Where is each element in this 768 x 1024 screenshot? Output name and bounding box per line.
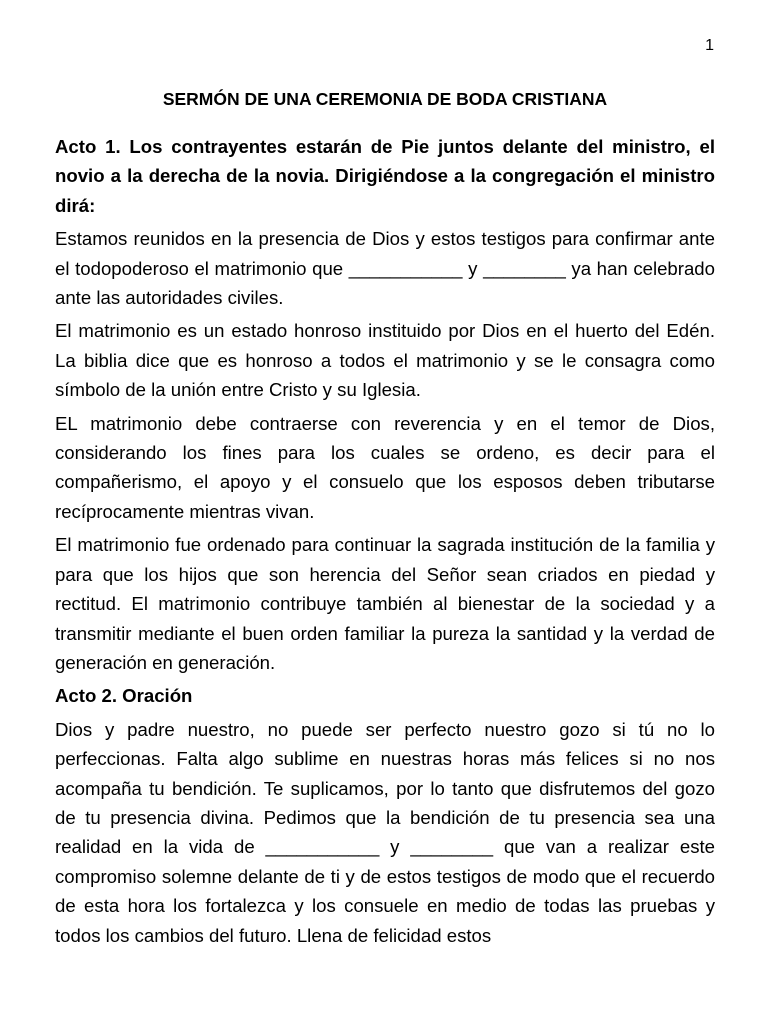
document-title: SERMÓN DE UNA CEREMONIA DE BODA CRISTIANA [162,89,608,109]
act1-instruction: Acto 1. Los contrayentes estarán de Pie juntos delante del ministro, el novio a la derecha de la novia. Dirigiéndose a la congregación el ministro dirá: [55,136,715,216]
act2-paragraph: Dios y padre nuestro, no puede ser perfecto nuestro gozo si tú no lo perfeccionas. Falta algo sublime en nuestras horas más felices si no nos acompaña tu bendición. Te suplicamos, por lo tanto que disfrutemos del gozo de tu presencia divina. Pedimos que la bendición de tu presencia sea una realidad en la vida de ___________ y ________ que van a realizar este compromiso solemne delante de ti y de estos testigos de modo que el recuerdo de esta hora los fortalezca y los consuele en medio de todas las pruebas y todos los cambios del futuro. Llena de felicidad estos [55,718,715,946]
act1-paragraph: El matrimonio es un estado honroso instituido por Dios en el huerto del Edén. La biblia dice que es honroso a todos el matrimonio y se le consagra como símbolo de la unión entre Cristo y su Iglesia. [55,320,715,401]
page-number: 1 [705,37,714,54]
act2-heading: Acto 2. Oración [55,685,193,707]
document-body [55,86,715,954]
act1-paragraph: El matrimonio fue ordenado para continuar la sagrada institución de la familia y para que los hijos que son herencia del Señor sean criados en piedad y rectitud. El matrimonio contribuye también al bienestar de la sociedad y a transmitir mediante el buen orden familiar la pureza la santidad y la verdad de generación en generación. [55,534,715,673]
act1-paragraph: EL matrimonio debe contraerse con reverencia y en el temor de Dios, considerando los fines para los cuales se ordeno, es decir para el compañerismo, el apoyo y el consuelo que los esposos deben tributarse recíprocamente mientras vivan. [55,412,715,522]
act1-paragraph: Estamos reunidos en la presencia de Dios y estos testigos para confirmar ante el todopoderoso el matrimonio que ___________ y ________ ya han celebrado ante las autoridades civiles. [55,228,715,309]
